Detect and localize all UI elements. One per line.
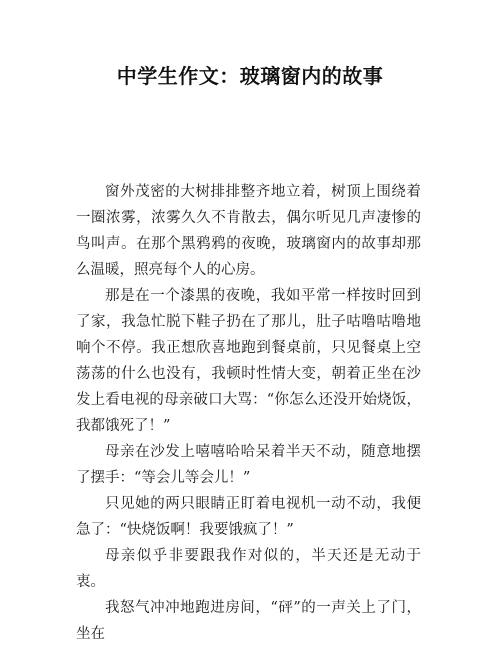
page-title: 中学生作文：玻璃窗内的故事 (116, 64, 384, 88)
paragraph: 窗外茂密的大树排排整齐地立着，树顶上围绕着一圈浓雾，浓雾久久不肯散去，偶尔听见几声凄惨的鸟叫声。在那个黑鸦鸦的夜晚，玻璃窗内的故事却那么温暖，照亮每个人的心房。 (76, 184, 421, 278)
paragraph: 那是在一个漆黑的夜晚，我如平常一样按时回到了家，我急忙脱下鞋子扔在了那儿，肚子咕噜咕噜地响个不停。我正想欣喜地跑到餐桌前，只见餐桌上空荡荡的什么也没有，我顿时性情大变，朝着正坐在沙发上看电视的母亲破口大骂：“你怎么还没开始烧饭，我都饿死了！” (76, 288, 421, 434)
paragraph: 母亲似乎非要跟我作对似的，半天还是无动于衷。 (76, 548, 421, 590)
essay-body (76, 179, 421, 647)
paragraph: 只见她的两只眼睛正盯着电视机一动不动，我便急了：“快烧饭啊！我要饿疯了！” (76, 496, 421, 538)
paragraph: 母亲在沙发上嘻嘻哈哈呆着半天不动，随意地摆了摆手：“等会儿等会儿！” (76, 444, 421, 486)
paragraph: 我怒气冲冲地跑进房间，“砰”的一声关上了门，坐在 (76, 600, 421, 642)
